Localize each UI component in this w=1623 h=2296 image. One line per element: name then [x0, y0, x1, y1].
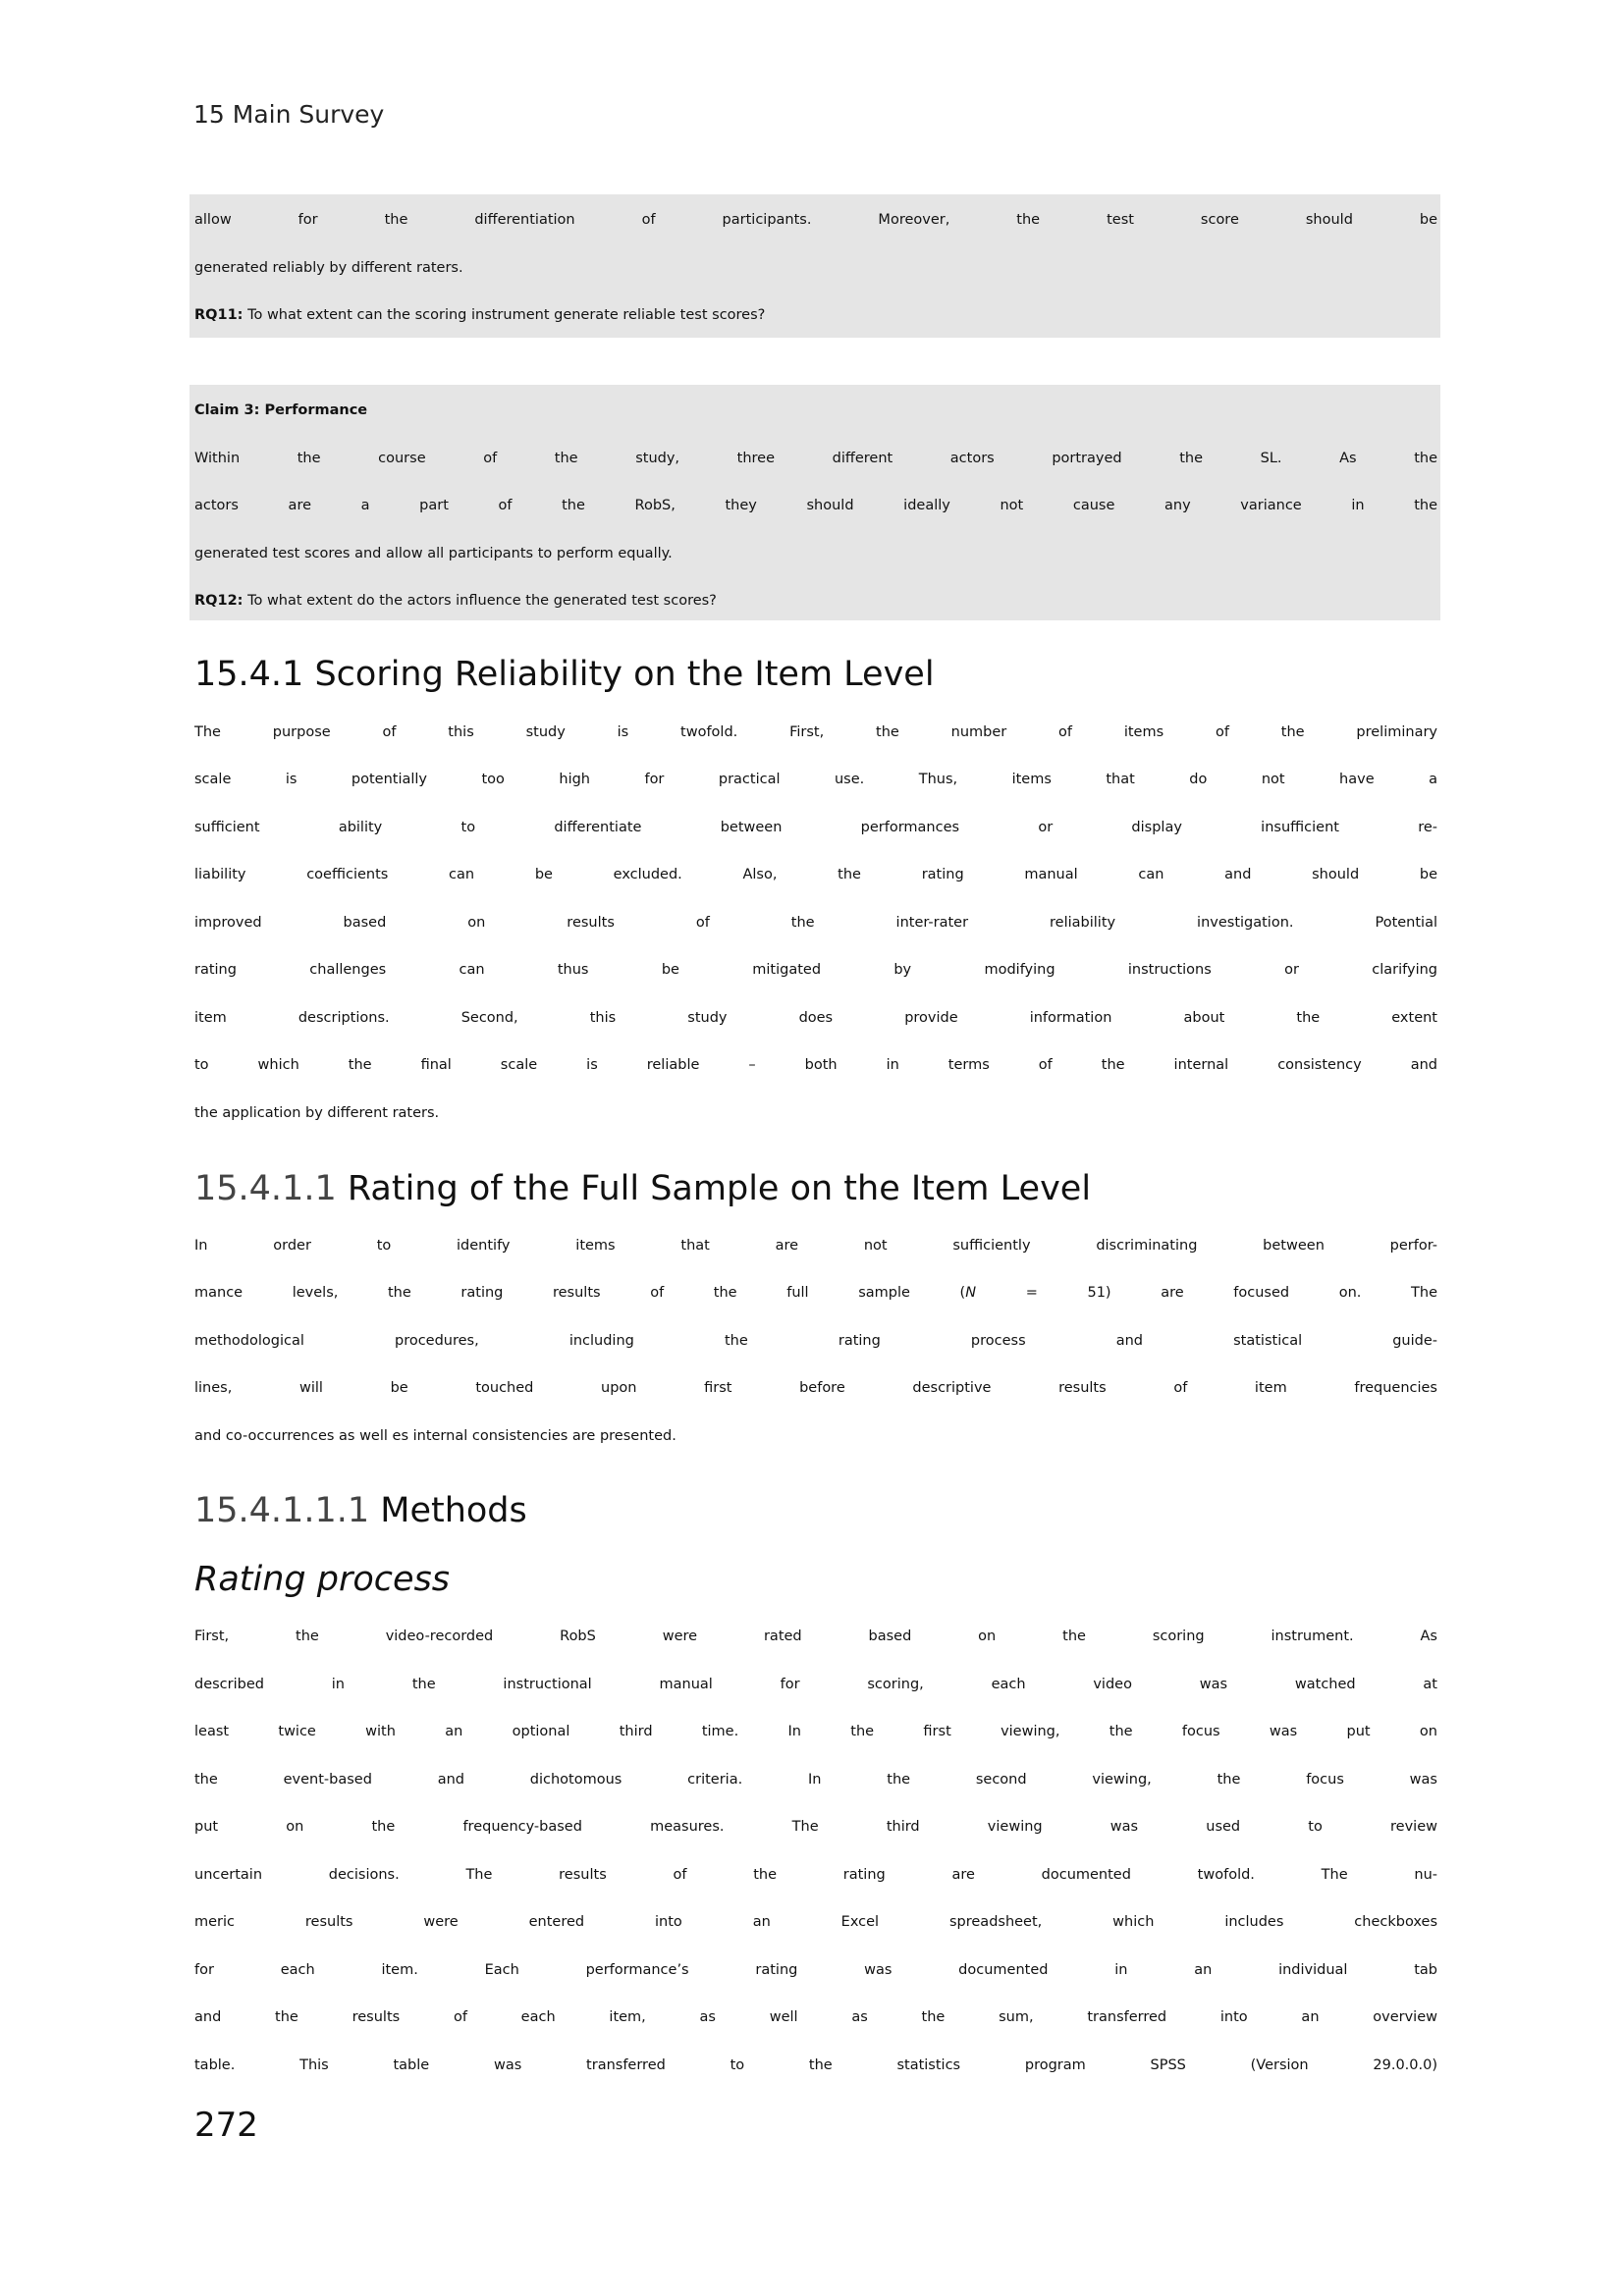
- paragraph-line: lines, will be touched upon first before descriptive results of item frequencies: [194, 1380, 1437, 1396]
- paragraph-line: described in the instructional manual for scoring, each video was watched at: [194, 1677, 1437, 1692]
- running-header: 15 Main Survey: [193, 100, 385, 129]
- heading-text: Methods: [369, 1491, 527, 1530]
- heading-number: 15.4.1.1.1: [194, 1491, 370, 1530]
- rq12-text: To what extent do the actors influence the generated test scores?: [243, 593, 717, 609]
- paragraph-line: table. This table was transferred to the statistics program SPSS (Version 29.0.0.0): [194, 2057, 1437, 2073]
- subheading-rating-process: Rating process: [194, 1560, 451, 1599]
- paragraph-line: rating challenges can thus be mitigated by modifying instructions or clarifying: [194, 962, 1437, 978]
- box1-line: allow for the differentiation of participants. Moreover, the test score should be: [194, 212, 1437, 228]
- paragraph-line: improved based on results of the inter-rater reliability investigation. Potential: [194, 915, 1437, 931]
- box2-line: generated test scores and allow all participants to perform equally.: [194, 546, 673, 561]
- paragraph-line: and co-occurrences as well es internal consistencies are presented.: [194, 1428, 676, 1444]
- paragraph-line: meric results were entered into an Excel spreadsheet, which includes checkboxes: [194, 1914, 1437, 1930]
- heading-number: 15.4.1.1: [194, 1169, 337, 1208]
- paragraph-line: and the results of each item, as well as the sum, transferred into an overview: [194, 2009, 1437, 2025]
- paragraph-line: In order to identify items that are not sufficiently discriminating between perfor-: [194, 1238, 1437, 1254]
- page-number: 272: [194, 2106, 258, 2145]
- paragraph-line: The purpose of this study is twofold. First, the number of items of the preliminary: [194, 724, 1437, 740]
- paragraph-line: First, the video-recorded RobS were rated based on the scoring instrument. As: [194, 1629, 1437, 1644]
- paragraph-line: for each item. Each performance’s rating was documented in an individual tab: [194, 1962, 1437, 1978]
- line-part: mance levels, the rating results of the full sample (: [194, 1285, 966, 1301]
- rq11-text: To what extent can the scoring instrument generate reliable test scores?: [243, 307, 766, 323]
- paragraph-line: to which the final scale is reliable – both in terms of the internal consistency and: [194, 1057, 1437, 1073]
- rq12-line: [194, 577, 1437, 625]
- heading-text: Rating of the Full Sample on the Item Level: [336, 1169, 1092, 1208]
- line-part: = 51) are focused on. The: [976, 1285, 1438, 1301]
- paragraph-line: item descriptions. Second, this study does provide information about the extent: [194, 1010, 1437, 1026]
- paragraph-line: methodological procedures, including the rating process and statistical guide-: [194, 1333, 1437, 1349]
- box2-line: actors are a part of the RobS, they should ideally not cause any variance in the: [194, 498, 1437, 513]
- paragraph-line: scale is potentially too high for practical use. Thus, items that do not have a: [194, 772, 1437, 787]
- section-heading-15-4-1: 15.4.1 Scoring Reliability on the Item Level: [194, 655, 935, 694]
- claim3-title: Claim 3: Performance: [194, 402, 368, 418]
- box1-line: generated reliably by different raters.: [194, 260, 463, 276]
- section-heading-15-4-1-1: [194, 1165, 1091, 1212]
- paragraph-line: put on the frequency-based measures. The third viewing was used to review: [194, 1819, 1437, 1835]
- box2-line: Within the course of the study, three different actors portrayed the SL. As the: [194, 451, 1437, 466]
- rq11-line: [194, 292, 1437, 340]
- paragraph-line: liability coefficients can be excluded. Also, the rating manual can and should be: [194, 867, 1437, 882]
- paragraph-line: uncertain decisions. The results of the rating are documented twofold. The nu-: [194, 1867, 1437, 1883]
- paragraph-line: least twice with an optional third time. In the first viewing, the focus was put on: [194, 1724, 1437, 1739]
- paragraph-line: sufficient ability to differentiate between performances or display insufficient re-: [194, 820, 1437, 835]
- paragraph-line: the application by different raters.: [194, 1105, 440, 1121]
- rq12-label: RQ12:: [194, 593, 243, 609]
- section-heading-15-4-1-1-1: [194, 1487, 527, 1534]
- paragraph-line: [194, 1269, 1437, 1317]
- paragraph-line: the event-based and dichotomous criteria. In the second viewing, the focus was: [194, 1772, 1437, 1788]
- sample-size-symbol: N: [965, 1285, 977, 1301]
- rq11-label: RQ11:: [194, 307, 243, 323]
